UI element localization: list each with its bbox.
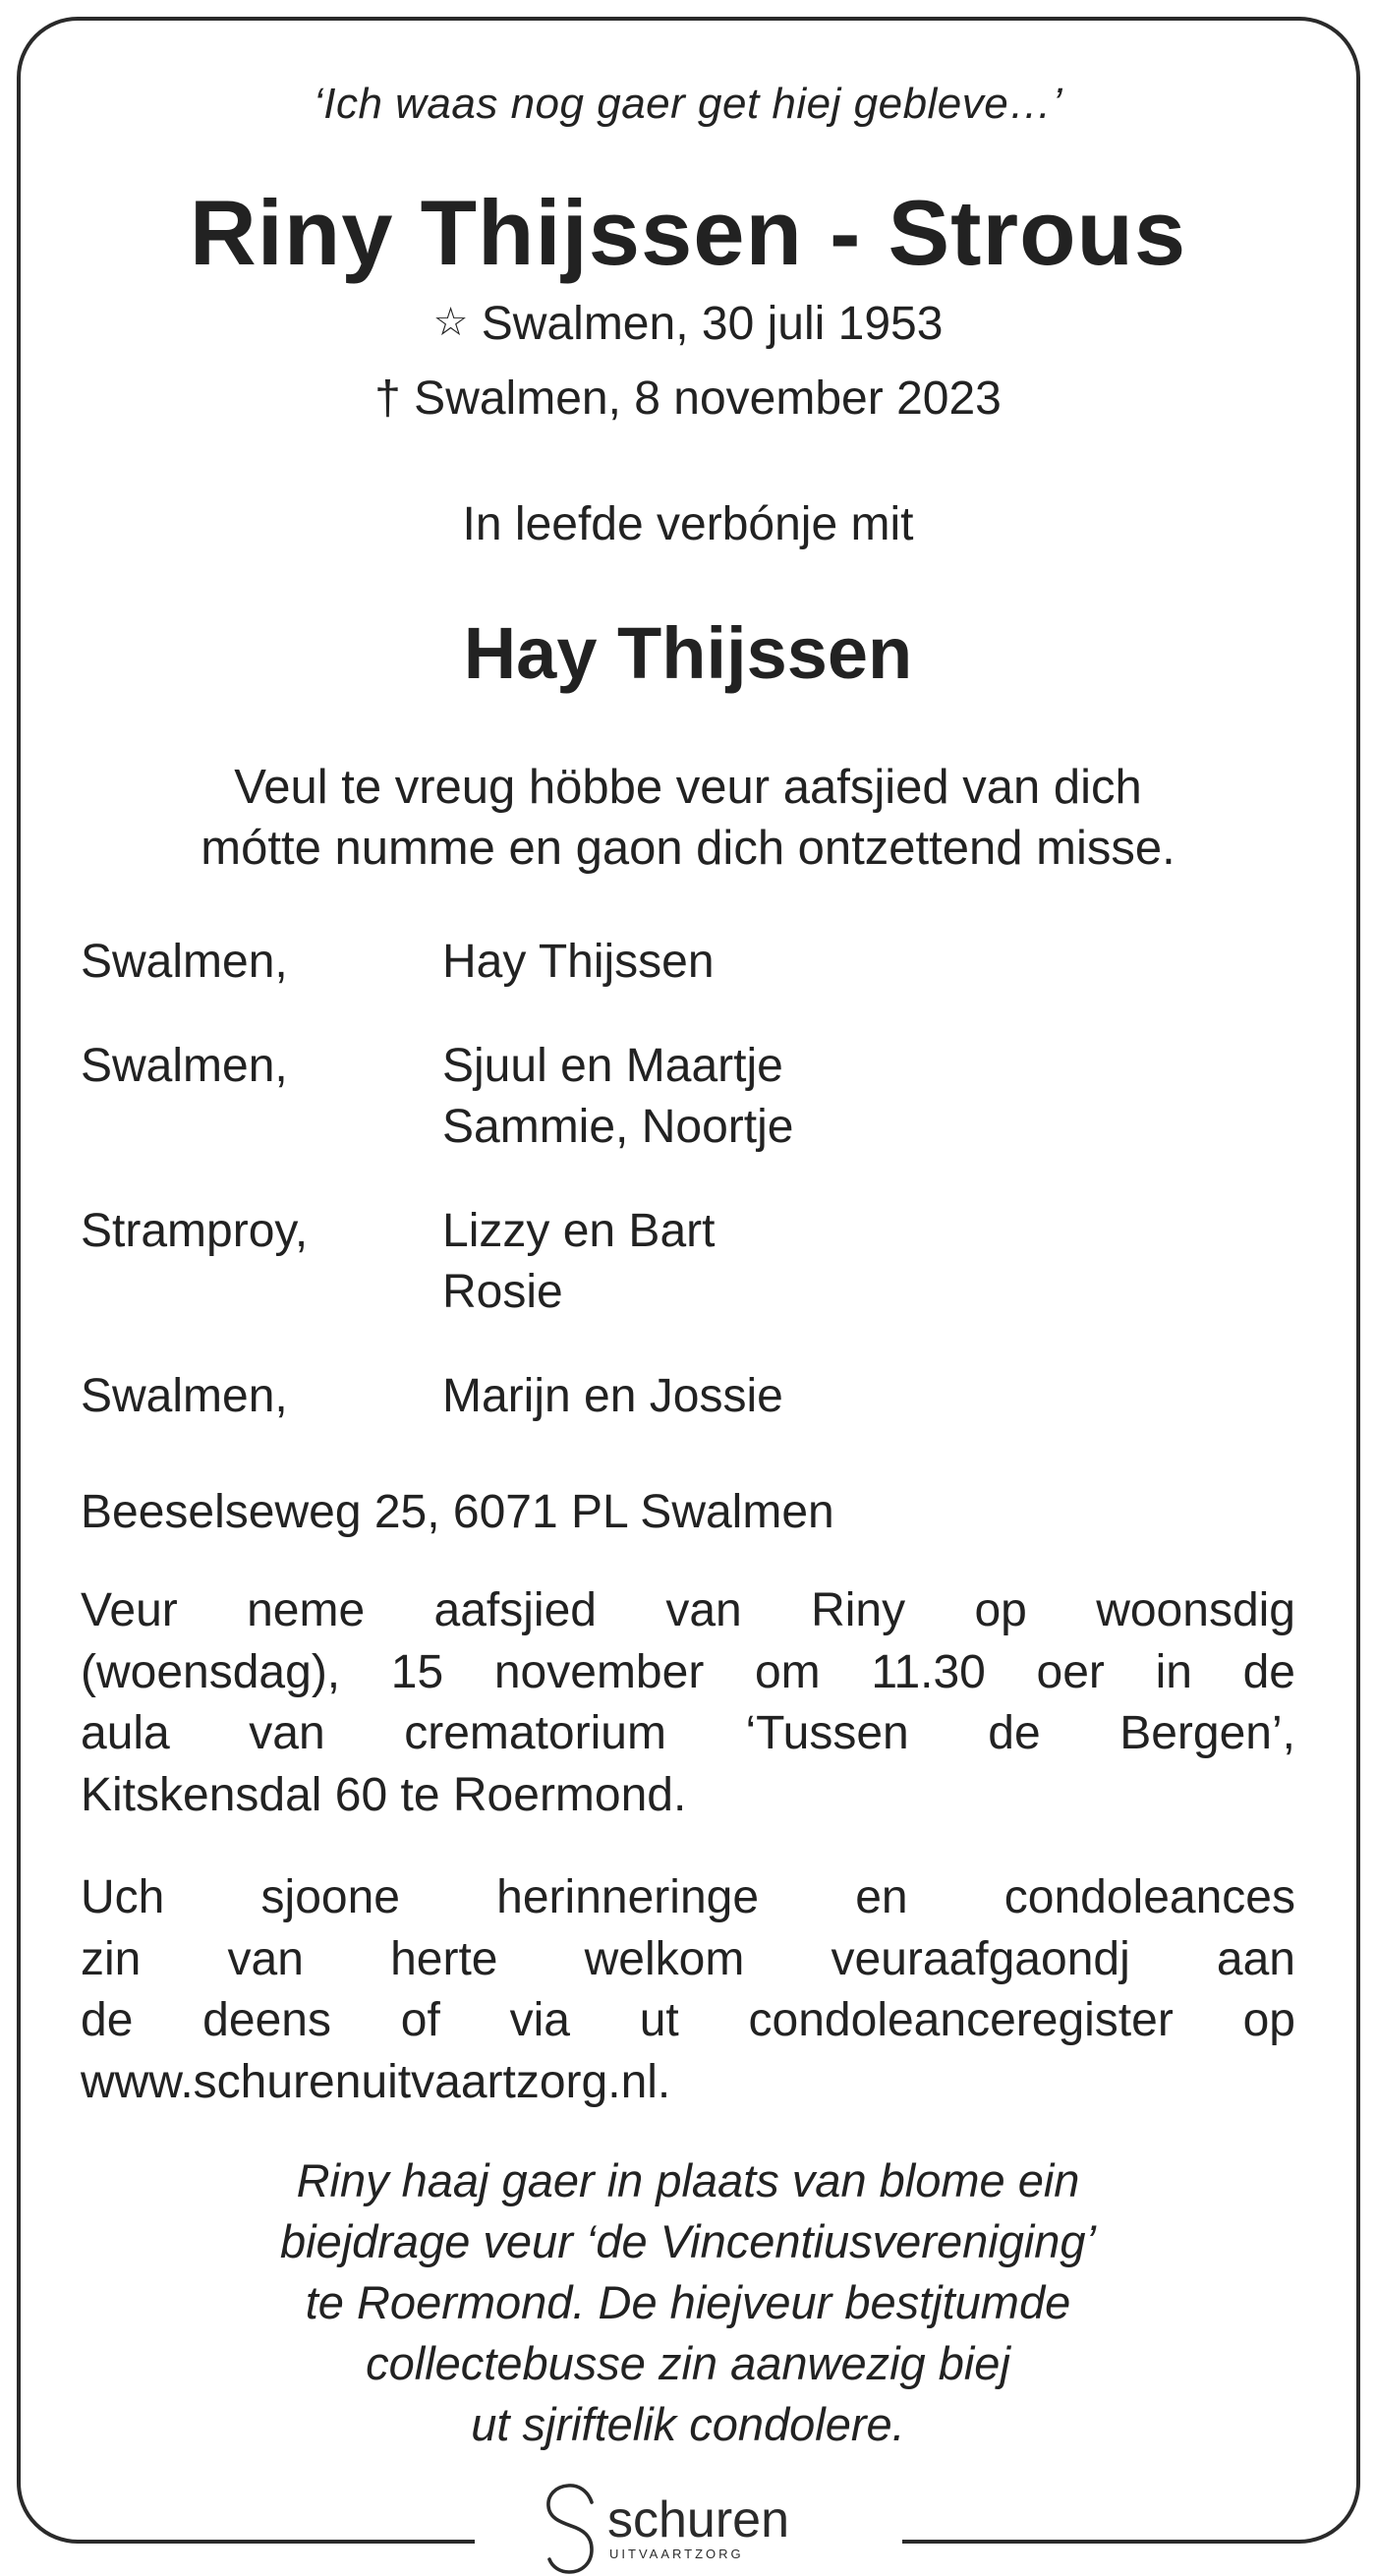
cross-icon: † <box>374 372 401 425</box>
closing-line: ut sjriftelik condolere. <box>471 2398 905 2450</box>
condolence-paragraph <box>81 1867 1295 2113</box>
opening-quote: ‘Ich waas nog gaer get hiej gebleve…’ <box>313 80 1063 128</box>
family-place: Stramproy, <box>81 1205 309 1257</box>
deceased-name: Riny Thijssen - Strous <box>189 181 1187 284</box>
star-outline-icon: ☆ <box>432 300 469 345</box>
death-text: Swalmen, 8 november 2023 <box>414 372 1002 425</box>
farewell-line: Veur neme aafsjied van Riny op woonsdig <box>81 1584 1295 1636</box>
farewell-paragraph <box>81 1580 1295 1826</box>
schuren-logo <box>539 2481 843 2575</box>
farewell-line: aula van crematorium ‘Tussen de Bergen’, <box>81 1707 1295 1759</box>
lament-line-1: Veul te vreug höbbe veur aafsjied van dich <box>234 761 1142 814</box>
family-name: Rosie <box>442 1266 563 1318</box>
family-name: Sjuul en Maartje <box>442 1040 783 1092</box>
family-place: Swalmen, <box>81 936 288 988</box>
family-place: Swalmen, <box>81 1040 288 1092</box>
family-name: Lizzy en Bart <box>442 1205 716 1257</box>
family-row <box>81 932 1295 993</box>
brand-name: schuren <box>607 2491 789 2548</box>
condolence-line: de deens of via ut condoleanceregister op <box>81 1994 1295 2046</box>
closing-note <box>0 2150 1376 2455</box>
schuren-s-logo-icon <box>539 2481 602 2575</box>
family-list <box>81 932 1295 1470</box>
closing-line: te Roermond. De hiejveur bestjtumde <box>305 2276 1071 2328</box>
family-name: Sammie, Noortje <box>442 1101 794 1153</box>
brand-subtitle: UITVAARTZORG <box>609 2547 744 2561</box>
family-names <box>442 1036 793 1158</box>
family-row <box>81 1366 1295 1427</box>
family-row <box>81 1036 1295 1158</box>
condolence-line: Uch sjoone herinneringe en condoleances <box>81 1871 1295 1923</box>
family-names <box>442 1366 783 1427</box>
partner-name: Hay Thijssen <box>463 612 913 694</box>
closing-line: biejdrage veur ‘de Vincentiusvereniging’ <box>279 2215 1096 2267</box>
birth-text: Swalmen, 30 juli 1953 <box>481 298 944 350</box>
family-name: Marijn en Jossie <box>442 1370 783 1422</box>
intro-text: In leefde verbónje mit <box>462 498 914 550</box>
condolence-line: zin van herte welkom veuraafgaondj aan <box>81 1932 1295 1985</box>
condolence-website-line: www.schurenuitvaartzorg.nl. <box>81 2055 671 2108</box>
home-address: Beeselseweg 25, 6071 PL Swalmen <box>81 1486 834 1538</box>
lament-line-2: mótte numme en gaon dich ontzettend misse. <box>201 822 1175 875</box>
family-name: Hay Thijssen <box>442 936 715 988</box>
family-names <box>442 932 715 993</box>
farewell-line: (woensdag), 15 november om 11.30 oer in de <box>81 1645 1295 1698</box>
farewell-line: Kitskensdal 60 te Roermond. <box>81 1768 687 1821</box>
family-row <box>81 1201 1295 1323</box>
death-line <box>0 372 1376 425</box>
family-place: Swalmen, <box>81 1370 288 1422</box>
birth-line <box>0 298 1376 350</box>
family-names <box>442 1201 715 1323</box>
closing-line: Riny haaj gaer in plaats van blome ein <box>296 2154 1080 2206</box>
closing-line: collectebusse zin aanwezig biej <box>366 2337 1010 2389</box>
